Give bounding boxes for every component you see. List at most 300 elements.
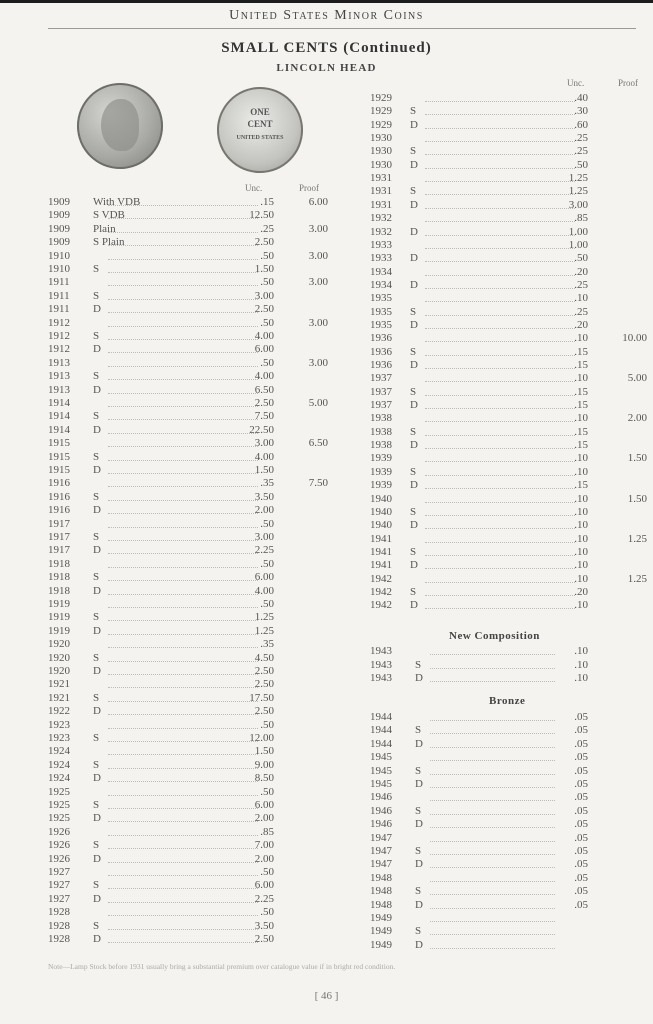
mint-cell: D [93, 383, 101, 396]
table-row [370, 105, 648, 118]
unc-price-cell: .50 [260, 785, 274, 798]
bronze-heading: Bronze [489, 695, 526, 707]
unc-price-cell: 4.50 [254, 651, 274, 664]
year-cell: 1943 [370, 672, 392, 684]
unc-price-cell: 1.25 [568, 185, 588, 198]
year-cell: 1941 [370, 559, 392, 572]
table-row [370, 132, 648, 145]
table-row [370, 573, 648, 586]
mint-cell: S [93, 691, 100, 704]
table-row [48, 477, 338, 490]
year-cell: 1914 [48, 410, 70, 423]
table-row [48, 263, 338, 276]
mint-cell: D [415, 818, 423, 831]
table-row [370, 359, 648, 372]
unc-price-cell: .50 [260, 517, 274, 530]
mint-cell: S [410, 545, 417, 558]
unc-price-cell: .30 [574, 105, 588, 118]
table-row [48, 665, 338, 678]
unc-price-cell: .25 [574, 145, 588, 158]
table-row [48, 826, 338, 839]
proof-price-cell: 5.00 [308, 397, 328, 409]
proof-price-cell: 3.00 [308, 249, 328, 262]
unc-price-cell: .10 [574, 572, 588, 585]
table-row [370, 751, 610, 764]
mint-cell: D [410, 158, 418, 171]
unc-price-cell: .05 [574, 804, 588, 817]
mint-cell: D [410, 399, 418, 412]
unc-price-cell: 17.50 [249, 691, 274, 704]
unc-price-cell: .50 [260, 866, 274, 878]
mint-cell: D [93, 303, 101, 316]
year-cell: 1945 [370, 764, 392, 777]
unc-price-cell: .15 [574, 359, 588, 371]
unc-price-cell: 3.00 [254, 437, 274, 450]
year-cell: 1921 [48, 678, 70, 691]
mint-cell: S [410, 505, 417, 518]
header-rule [48, 28, 636, 29]
unc-price-cell: .10 [574, 412, 588, 425]
mint-cell: S [410, 145, 417, 158]
unc-price-cell: 4.00 [254, 450, 274, 463]
mint-cell: D [93, 933, 101, 945]
table-row [370, 212, 648, 225]
unc-price-cell: 2.00 [254, 504, 274, 517]
mint-cell: S [415, 764, 422, 777]
mint-cell: D [93, 892, 101, 905]
table-row [370, 399, 648, 412]
unc-price-cell: .10 [574, 672, 588, 684]
year-cell: 1917 [48, 517, 70, 530]
proof-price-cell: 7.50 [308, 477, 328, 490]
table-row [370, 145, 648, 158]
year-cell: 1912 [48, 330, 70, 342]
year-cell: 1911 [48, 303, 70, 316]
table-row [370, 645, 610, 658]
unc-price-cell: 1.00 [568, 238, 588, 251]
table-row [48, 866, 338, 879]
year-cell: 1931 [370, 198, 392, 211]
table-row [48, 397, 338, 410]
table-row [370, 845, 610, 858]
table-row [48, 879, 338, 892]
proof-price-cell: 1.25 [627, 572, 647, 585]
table-row [48, 209, 338, 222]
proof-price-cell: 1.25 [627, 532, 647, 545]
leader-dots [430, 841, 555, 842]
year-cell: 1916 [48, 477, 70, 490]
table-row [48, 920, 338, 933]
year-cell: 1949 [370, 938, 392, 951]
leader-dots [430, 654, 555, 655]
year-cell: 1920 [48, 638, 70, 651]
mint-cell: D [93, 584, 101, 597]
year-cell: 1940 [370, 505, 392, 518]
table-row [48, 196, 338, 209]
mint-cell: S [93, 370, 100, 383]
table-row [370, 372, 648, 385]
table-row [370, 279, 648, 292]
year-cell: 1914 [48, 423, 70, 436]
mint-cell: S VDB [93, 209, 125, 222]
unc-price-cell: .10 [574, 658, 588, 671]
year-cell: 1928 [48, 933, 70, 945]
table-row [48, 357, 338, 370]
mint-cell: D [410, 559, 418, 572]
unc-price-cell: .60 [574, 118, 588, 131]
year-cell: 1948 [370, 871, 392, 884]
year-cell: 1916 [48, 504, 70, 517]
year-cell: 1925 [48, 799, 70, 811]
mint-cell: D [93, 343, 101, 356]
leader-dots [430, 800, 555, 801]
year-cell: 1948 [370, 898, 392, 911]
year-cell: 1920 [48, 651, 70, 664]
mint-cell: S [93, 289, 100, 302]
table-row [370, 292, 648, 305]
mint-cell: D [410, 359, 418, 371]
year-cell: 1922 [48, 705, 70, 718]
leader-dots [430, 747, 555, 748]
proof-price-cell: 1.50 [627, 452, 647, 465]
mint-cell: S [93, 879, 100, 892]
year-cell: 1912 [48, 343, 70, 356]
table-row [48, 799, 338, 812]
mint-cell: D [93, 772, 101, 785]
leader-dots [430, 934, 555, 935]
unc-price-cell: 3.00 [568, 198, 588, 211]
table-row [370, 586, 648, 599]
proof-header: Proof [299, 183, 319, 193]
unc-price-cell: .10 [574, 532, 588, 545]
table-row [370, 119, 648, 132]
unc-price-cell: 7.50 [254, 410, 274, 423]
year-cell: 1943 [370, 645, 392, 657]
table-row [48, 343, 338, 356]
year-cell: 1931 [370, 172, 392, 185]
table-row [48, 276, 338, 289]
unc-price-cell: .50 [260, 276, 274, 289]
unc-price-cell: .15 [574, 479, 588, 492]
unc-price-cell: .85 [574, 212, 588, 225]
unc-price-cell: .15 [574, 385, 588, 398]
wheat-cent-reverse-icon [217, 87, 303, 173]
year-cell: 1911 [48, 289, 70, 302]
table-row [370, 791, 610, 804]
page-title: SMALL CENTS (Continued) [221, 40, 432, 56]
year-cell: 1932 [370, 225, 392, 238]
table-row [370, 452, 648, 465]
unc-price-cell: .50 [260, 316, 274, 329]
table-row [370, 912, 610, 925]
year-cell: 1944 [370, 737, 392, 750]
year-cell: 1930 [370, 132, 392, 145]
table-row [48, 745, 338, 758]
table-row [48, 652, 338, 665]
unc-price-cell: 1.25 [568, 172, 588, 185]
table-row [370, 858, 610, 871]
proof-price-cell: 1.50 [627, 492, 647, 505]
unc-price-cell: 3.50 [254, 490, 274, 503]
year-cell: 1936 [370, 345, 392, 358]
mint-cell: S [415, 804, 422, 817]
leader-dots [430, 867, 555, 868]
table-row [370, 559, 648, 572]
year-cell: 1927 [48, 866, 70, 878]
year-cell: 1935 [370, 305, 392, 318]
unc-price-cell: 6.50 [254, 383, 274, 396]
table-row [370, 306, 648, 319]
coin-reverse-text: CENT [247, 119, 273, 129]
table-row [370, 533, 648, 546]
year-cell: 1934 [370, 265, 392, 278]
table-row [370, 818, 610, 831]
table-row [48, 317, 338, 330]
unc-price-cell: .10 [574, 465, 588, 478]
unc-price-cell: 4.00 [254, 330, 274, 342]
year-cell: 1941 [370, 545, 392, 558]
unc-price-cell: .25 [574, 132, 588, 145]
table-row [48, 772, 338, 785]
unc-price-cell: 1.00 [568, 225, 588, 238]
table-row [370, 672, 610, 685]
year-cell: 1933 [370, 252, 392, 265]
mint-cell: D [93, 624, 101, 637]
year-cell: 1916 [48, 490, 70, 503]
year-cell: 1947 [370, 831, 392, 844]
unc-price-cell: .10 [574, 519, 588, 532]
mint-cell: S [410, 345, 417, 358]
unc-price-cell: .05 [574, 737, 588, 750]
table-row [370, 266, 648, 279]
year-cell: 1911 [48, 276, 70, 289]
year-cell: 1928 [48, 906, 70, 919]
year-cell: 1942 [370, 585, 392, 598]
year-cell: 1929 [370, 92, 392, 104]
mint-cell: S [410, 385, 417, 398]
table-row [48, 330, 338, 343]
unc-price-cell: .05 [574, 724, 588, 737]
year-cell: 1945 [370, 751, 392, 764]
unc-price-cell: .15 [574, 345, 588, 358]
unc-price-cell: .05 [574, 711, 588, 723]
table-row [370, 386, 648, 399]
new-composition-heading: New Composition [449, 630, 540, 642]
unc-price-cell: 6.00 [254, 879, 274, 892]
mint-cell: S [415, 658, 422, 671]
table-row [48, 544, 338, 557]
year-cell: 1934 [370, 278, 392, 291]
unc-price-cell: 2.25 [254, 892, 274, 905]
proof-price-cell: 3.00 [308, 316, 328, 329]
table-row [48, 678, 338, 691]
table-row [370, 466, 648, 479]
year-cell: 1937 [370, 399, 392, 412]
year-cell: 1939 [370, 465, 392, 478]
mint-cell: D [93, 812, 101, 825]
mint-cell: S [410, 105, 417, 118]
unc-price-cell: .05 [574, 845, 588, 857]
table-row [370, 172, 648, 185]
table-row [370, 506, 648, 519]
year-cell: 1937 [370, 372, 392, 385]
mint-cell: S [93, 330, 100, 342]
footnote: Note—Lamp Stock before 1931 usually bring a substantial premium over catalogue value if in bright red condition. [48, 962, 396, 971]
proof-price-cell: 10.00 [622, 332, 647, 345]
unc-price-cell: .05 [574, 791, 588, 804]
unc-price-cell: 1.25 [254, 624, 274, 637]
year-cell: 1938 [370, 425, 392, 438]
table-row [370, 426, 648, 439]
mint-cell: D [415, 672, 423, 684]
table-row [48, 786, 338, 799]
mint-cell: D [415, 858, 423, 871]
unc-price-cell: 2.50 [254, 397, 274, 409]
unc-price-cell: 4.00 [254, 584, 274, 597]
mint-cell: D [410, 599, 418, 612]
year-cell: 1909 [48, 222, 70, 235]
mint-cell: D [93, 464, 101, 476]
table-row [48, 518, 338, 531]
unc-price-cell: .50 [260, 718, 274, 731]
table-row [48, 223, 338, 236]
year-cell: 1921 [48, 691, 70, 704]
unc-price-cell: 7.00 [254, 839, 274, 852]
mint-cell: S [93, 531, 100, 543]
table-row [370, 872, 610, 885]
year-cell: 1932 [370, 212, 392, 225]
mint-cell: S [93, 758, 100, 771]
unc-price-cell: .35 [260, 477, 274, 490]
table-row [370, 885, 610, 898]
table-row [48, 719, 338, 732]
year-cell: 1923 [48, 732, 70, 744]
table-row [370, 832, 610, 845]
unc-price-cell: .10 [574, 292, 588, 305]
table-row [48, 692, 338, 705]
year-cell: 1918 [48, 557, 70, 570]
table-row [48, 464, 338, 477]
year-cell: 1928 [48, 919, 70, 932]
mint-cell: D [410, 225, 418, 238]
year-cell: 1935 [370, 292, 392, 305]
unc-price-cell: 2.00 [254, 852, 274, 865]
table-row [370, 738, 610, 751]
table-row [370, 319, 648, 332]
table-row [48, 853, 338, 866]
mint-cell: D [93, 423, 101, 436]
year-cell: 1949 [370, 925, 392, 938]
year-cell: 1927 [48, 879, 70, 892]
mint-cell: S [410, 465, 417, 478]
table-row [48, 893, 338, 906]
table-row [48, 451, 338, 464]
unc-price-cell: 2.00 [254, 812, 274, 825]
table-row [48, 290, 338, 303]
year-cell: 1914 [48, 397, 70, 409]
year-cell: 1946 [370, 791, 392, 804]
year-cell: 1927 [48, 892, 70, 905]
table-row [48, 236, 338, 249]
unc-price-cell: 1.50 [254, 464, 274, 476]
unc-price-cell: 2.50 [254, 678, 274, 691]
table-row [370, 599, 648, 612]
mint-cell: D [93, 504, 101, 517]
mint-cell: Plain [93, 222, 116, 235]
unc-price-cell: .40 [574, 92, 588, 104]
year-cell: 1929 [370, 118, 392, 131]
year-cell: 1944 [370, 724, 392, 737]
year-cell: 1937 [370, 385, 392, 398]
mint-cell: S [410, 185, 417, 198]
year-cell: 1938 [370, 439, 392, 452]
leader-dots [430, 760, 555, 761]
year-cell: 1913 [48, 370, 70, 383]
unc-price-cell: .25 [574, 305, 588, 318]
unc-price-cell: 2.50 [254, 933, 274, 945]
mint-cell: D [410, 439, 418, 452]
table-row [370, 546, 648, 559]
mint-cell: S [93, 611, 100, 624]
year-cell: 1909 [48, 236, 70, 249]
table-row [370, 659, 610, 672]
unc-price-cell: 1.50 [254, 745, 274, 758]
mint-cell: D [410, 278, 418, 291]
table-row [370, 805, 610, 818]
table-row [48, 571, 338, 584]
mint-cell: D [410, 118, 418, 131]
unc-price-cell: .25 [260, 222, 274, 235]
table-row [370, 479, 648, 492]
table-row [48, 611, 338, 624]
year-cell: 1917 [48, 544, 70, 557]
unc-price-cell: .05 [574, 764, 588, 777]
leader-dots [430, 774, 555, 775]
table-row [48, 598, 338, 611]
mint-cell: D [93, 544, 101, 557]
leader-dots [430, 668, 555, 669]
unc-price-cell: .15 [574, 425, 588, 438]
year-cell: 1947 [370, 845, 392, 857]
leader-dots [430, 720, 555, 721]
unc-price-cell: 6.00 [254, 799, 274, 811]
table-row [370, 765, 610, 778]
unc-price-cell: 12.00 [249, 732, 274, 744]
mint-cell: S [93, 571, 100, 584]
unc-price-cell: 3.00 [254, 289, 274, 302]
table-row [48, 410, 338, 423]
coin-reverse-text: UNITED STATES [236, 135, 284, 141]
year-cell: 1940 [370, 519, 392, 532]
table-row [370, 925, 610, 938]
year-cell: 1946 [370, 818, 392, 831]
table-row [48, 384, 338, 397]
unc-price-cell: 6.00 [254, 571, 274, 584]
mint-cell: S Plain [93, 236, 125, 249]
unc-price-cell: .10 [574, 559, 588, 572]
year-cell: 1945 [370, 778, 392, 790]
year-cell: 1919 [48, 611, 70, 624]
year-cell: 1915 [48, 450, 70, 463]
year-cell: 1929 [370, 105, 392, 118]
table-row [370, 724, 610, 737]
table-row [48, 812, 338, 825]
unc-price-cell: 2.50 [254, 705, 274, 718]
table-row [370, 332, 648, 345]
leader-dots [430, 921, 555, 922]
mint-cell: S [410, 305, 417, 318]
year-cell: 1939 [370, 452, 392, 465]
